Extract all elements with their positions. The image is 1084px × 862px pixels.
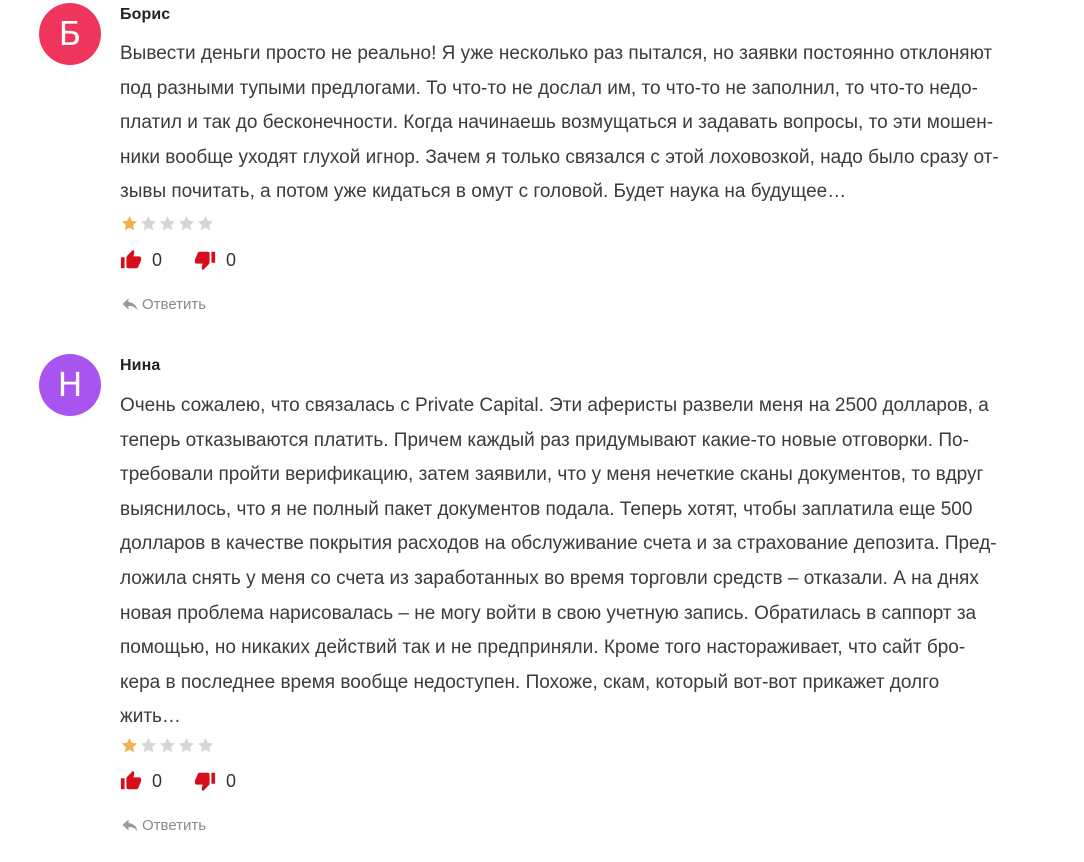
like-count: 0 bbox=[152, 249, 163, 270]
reply-button[interactable] bbox=[122, 296, 206, 313]
reply-arrow-icon bbox=[122, 819, 138, 833]
star-icon bbox=[196, 214, 215, 233]
dislike-count: 0 bbox=[226, 770, 237, 791]
avatar-letter: Б bbox=[58, 14, 82, 53]
like-count: 0 bbox=[152, 770, 163, 791]
thumbs-down-icon bbox=[194, 249, 216, 271]
thumbs-up-icon bbox=[120, 770, 142, 792]
reply-button[interactable] bbox=[122, 817, 206, 834]
thumbs-up-icon bbox=[120, 249, 142, 271]
star-icon bbox=[139, 214, 158, 233]
comment-text: Очень сожалею, что связалась с Private Capital. Эти аферисты развели меня на 2500 долларов, а теперь отказываются платить. Причем каждый раз придумывают какие-то новые отговорки. По- требовали пройти верификацию, затем заявили, что у меня нечеткие сканы документов, то вдруг выяснилось, что я не полный пакет документов подала. Теперь хотят, чтобы заплатила еще 500 долларов в качестве покрытия расходов на обслуживание счета и за страхование депозита. Пред- ложила снять у меня со счета из заработанных во время торговли средств – отказали. А на днях новая проблема нарисовалась – не могу войти в свою учетную запись. Обратилась в саппорт за помощью, но никаких действий так и не предприняли. Кроме того настораживает, что сайт бро- кера в последнее время вообще недоступен. Похоже, скам, который вот-вот прикажет долго жить… bbox=[120, 395, 997, 728]
reply-label: Ответить bbox=[142, 296, 207, 313]
star-icon bbox=[120, 214, 139, 233]
star-icon bbox=[158, 736, 177, 755]
thumbs-down-icon bbox=[194, 770, 216, 792]
star-icon bbox=[177, 214, 196, 233]
star-rating bbox=[120, 736, 215, 756]
comment-author: Нина bbox=[120, 357, 161, 374]
avatar bbox=[39, 3, 101, 65]
star-icon bbox=[158, 214, 177, 233]
reply-arrow-icon bbox=[122, 298, 138, 312]
comment-text: Вывести деньги просто не реально! Я уже несколько раз пытался, но заявки постоянно отклоняют под разными тупыми предлогами. То что-то не дослал им, то что-то не заполнил, то что-то недо- платил и так до бесконечности. Когда начинаешь возмущаться и задавать вопросы, то эти мошен- ники вообще уходят глухой игнор. Зачем я только связался с этой лоховозкой, надо было сразу от- зывы почитать, а потом уже кидаться в омут с головой. Будет наука на будущее… bbox=[120, 43, 999, 203]
dislike-count: 0 bbox=[226, 249, 237, 270]
star-icon bbox=[139, 736, 158, 755]
like-button[interactable] bbox=[120, 770, 194, 792]
dislike-button[interactable] bbox=[194, 249, 236, 271]
avatar-letter: Н bbox=[57, 365, 83, 404]
like-button[interactable] bbox=[120, 249, 194, 271]
vote-bar bbox=[120, 769, 236, 793]
star-rating bbox=[120, 214, 215, 234]
dislike-button[interactable] bbox=[194, 770, 236, 792]
avatar bbox=[39, 354, 101, 416]
comment-author: Борис bbox=[120, 6, 171, 23]
star-icon bbox=[120, 736, 139, 755]
star-icon bbox=[177, 736, 196, 755]
reply-label: Ответить bbox=[142, 817, 207, 834]
star-icon bbox=[196, 736, 215, 755]
vote-bar bbox=[120, 248, 236, 272]
